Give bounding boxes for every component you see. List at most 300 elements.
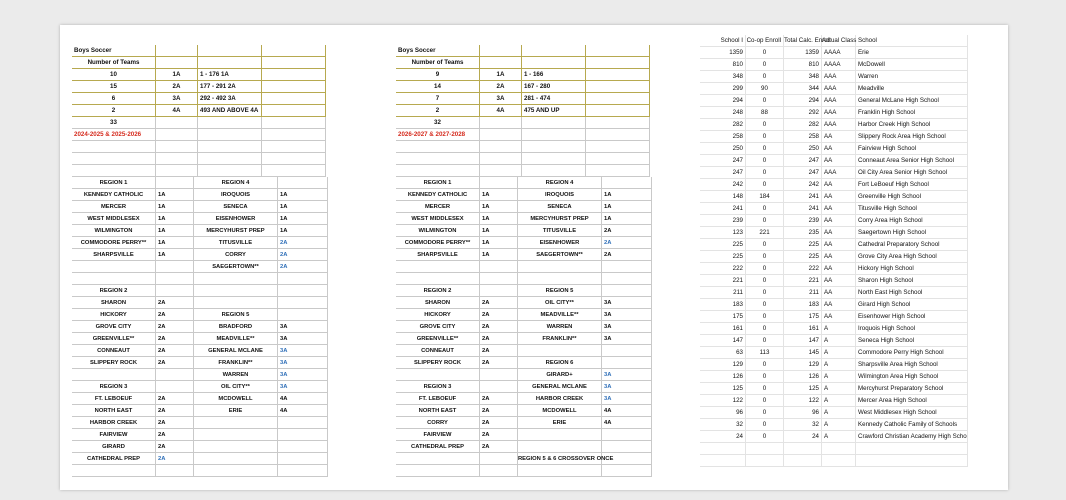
number-cell: 348	[784, 71, 822, 83]
summary-cell: Number of Teams	[72, 57, 156, 69]
summary-cell: 2	[72, 105, 156, 117]
school-name-cell: SHARPSVILLE	[72, 249, 156, 261]
number-cell: 225	[784, 239, 822, 251]
school-name-cell: REGION 3	[396, 381, 480, 393]
class-cell: 1A	[480, 249, 518, 261]
empty-cell	[198, 153, 262, 165]
school-cell: Grove City Area High School	[856, 251, 968, 263]
number-cell: 183	[784, 299, 822, 311]
number-cell: 225	[784, 251, 822, 263]
number-cell: 239	[784, 215, 822, 227]
number-cell: 247	[784, 155, 822, 167]
summary-cell	[156, 117, 198, 129]
empty-cell	[156, 165, 198, 177]
number-cell: 250	[700, 143, 746, 155]
summary-cell: 1A	[480, 69, 522, 81]
summary-cell	[480, 117, 522, 129]
number-cell: 0	[746, 407, 784, 419]
class-cell: 2A	[480, 297, 518, 309]
number-cell: A	[822, 419, 856, 431]
school-name-cell: CORRY	[194, 249, 278, 261]
number-cell: 241	[784, 203, 822, 215]
number-cell: 294	[784, 95, 822, 107]
summary-cell	[198, 117, 262, 129]
school-name-cell: WILMINGTON	[72, 225, 156, 237]
class-cell: 3A	[602, 381, 652, 393]
class-cell: 4A	[278, 393, 328, 405]
class-cell: 4A	[278, 405, 328, 417]
school-cell: Crawford Christian Academy High Scho	[856, 431, 968, 443]
class-cell: 2A	[480, 441, 518, 453]
number-cell: 0	[746, 431, 784, 443]
empty-cell	[746, 455, 784, 467]
empty-cell	[198, 165, 262, 177]
school-name-cell: REGION 5	[518, 285, 602, 297]
class-cell	[156, 261, 194, 273]
number-cell: 247	[700, 155, 746, 167]
empty-cell	[822, 455, 856, 467]
school-name-cell: CATHEDRAL PREP	[72, 453, 156, 465]
class-cell: 4A	[602, 417, 652, 429]
summary-cell	[262, 93, 326, 105]
class-cell: 2A	[602, 249, 652, 261]
empty-cell	[586, 165, 650, 177]
number-cell: 810	[700, 59, 746, 71]
class-cell: 2A	[156, 429, 194, 441]
number-cell: 129	[700, 359, 746, 371]
number-cell: 241	[700, 203, 746, 215]
empty-cell	[262, 153, 326, 165]
class-cell	[156, 273, 194, 285]
number-cell: 24	[700, 431, 746, 443]
class-cell	[480, 273, 518, 285]
school-name-cell: WEST MIDDLESEX	[396, 213, 480, 225]
school-name-cell: HICKORY	[72, 309, 156, 321]
summary-cell	[262, 105, 326, 117]
school-name-cell: OIL CITY**	[518, 297, 602, 309]
class-cell: 1A	[602, 189, 652, 201]
number-cell: 88	[746, 107, 784, 119]
number-cell: 0	[746, 131, 784, 143]
school-name-cell: MERCYHURST PREP	[194, 225, 278, 237]
number-cell: AAA	[822, 95, 856, 107]
number-cell: 221	[784, 275, 822, 287]
number-cell: 122	[700, 395, 746, 407]
school-name-cell: SHARON	[396, 297, 480, 309]
number-cell: AAA	[822, 83, 856, 95]
school-name-cell: KENNEDY CATHOLIC	[72, 189, 156, 201]
number-cell: 125	[700, 383, 746, 395]
class-cell: 1A	[278, 189, 328, 201]
empty-cell	[72, 153, 156, 165]
number-cell: 0	[746, 323, 784, 335]
class-cell: 3A	[602, 369, 652, 381]
school-name-cell: MERCYHURST PREP	[518, 213, 602, 225]
number-cell: AAA	[822, 107, 856, 119]
number-cell: 113	[746, 347, 784, 359]
class-cell: 2A	[278, 237, 328, 249]
class-cell: 1A	[480, 189, 518, 201]
empty-cell	[586, 153, 650, 165]
number-cell: 0	[746, 203, 784, 215]
number-cell: AA	[822, 215, 856, 227]
school-name-cell: SLIPPERY ROCK	[72, 357, 156, 369]
school-name-cell	[518, 261, 602, 273]
school-cell: Cathedral Preparatory School	[856, 239, 968, 251]
number-cell: 211	[784, 287, 822, 299]
number-cell: 129	[784, 359, 822, 371]
summary-cell: 2A	[480, 81, 522, 93]
number-cell: 221	[700, 275, 746, 287]
class-cell: 1A	[480, 201, 518, 213]
number-cell: 282	[700, 119, 746, 131]
school-name-cell: FT. LEBOEUF	[72, 393, 156, 405]
school-name-cell: GREENVILLE**	[72, 333, 156, 345]
class-cell	[602, 273, 652, 285]
school-name-cell: REGION 2	[72, 285, 156, 297]
class-cell	[156, 465, 194, 477]
number-cell: 0	[746, 179, 784, 191]
school-name-cell: CONNEAUT	[72, 345, 156, 357]
class-cell: 1A	[156, 225, 194, 237]
summary-cell	[586, 45, 650, 57]
school-name-cell	[194, 285, 278, 297]
school-cell: General McLane High School	[856, 95, 968, 107]
class-cell: 1A	[602, 201, 652, 213]
school-name-cell: MERCER	[72, 201, 156, 213]
school-cell: Titusville High School	[856, 203, 968, 215]
summary-cell: 4A	[480, 105, 522, 117]
school-cell: Corry Area High School	[856, 215, 968, 227]
class-cell: 2A	[278, 249, 328, 261]
summary-cell	[586, 57, 650, 69]
class-cell: 4A	[602, 405, 652, 417]
class-cell: 2A	[480, 357, 518, 369]
summary-cell: 4A	[156, 105, 198, 117]
summary-cell	[586, 117, 650, 129]
class-cell	[278, 417, 328, 429]
school-name-cell	[518, 429, 602, 441]
number-cell: AAAA	[822, 47, 856, 59]
years-label: 2026-2027 & 2027-2028	[396, 129, 480, 141]
school-name-cell: GREENVILLE**	[396, 333, 480, 345]
empty-cell	[700, 455, 746, 467]
number-cell: 175	[700, 311, 746, 323]
school-cell: Slippery Rock Area High School	[856, 131, 968, 143]
class-cell: 3A	[278, 321, 328, 333]
number-cell: 147	[784, 335, 822, 347]
class-cell: 2A	[602, 237, 652, 249]
school-name-cell: BRADFORD	[194, 321, 278, 333]
class-cell: 3A	[602, 333, 652, 345]
number-cell: 0	[746, 395, 784, 407]
number-cell: AAAA	[822, 59, 856, 71]
school-name-cell: TITUSVILLE	[194, 237, 278, 249]
class-cell	[480, 285, 518, 297]
summary-cell: 1 - 166	[522, 69, 586, 81]
class-cell	[278, 273, 328, 285]
number-cell: 242	[700, 179, 746, 191]
class-cell	[602, 441, 652, 453]
school-name-cell: ERIE	[518, 417, 602, 429]
empty-cell	[198, 129, 262, 141]
class-cell: 2A	[278, 261, 328, 273]
class-cell: 2A	[156, 405, 194, 417]
summary-cell	[156, 45, 198, 57]
class-cell: 3A	[278, 333, 328, 345]
class-cell	[602, 285, 652, 297]
summary-cell	[480, 57, 522, 69]
summary-cell	[522, 45, 586, 57]
class-cell: 1A	[480, 213, 518, 225]
number-cell: 0	[746, 371, 784, 383]
school-name-cell: SENECA	[518, 201, 602, 213]
empty-cell	[522, 165, 586, 177]
class-cell	[480, 177, 518, 189]
class-cell: 2A	[480, 393, 518, 405]
number-cell: 248	[700, 107, 746, 119]
number-cell: 0	[746, 335, 784, 347]
empty-cell	[480, 129, 522, 141]
empty-cell	[72, 141, 156, 153]
number-cell: 235	[784, 227, 822, 239]
summary-cell	[262, 45, 326, 57]
class-cell: 3A	[278, 381, 328, 393]
school-name-cell: HARBOR CREEK	[72, 417, 156, 429]
number-cell: A	[822, 383, 856, 395]
class-cell: 2A	[480, 429, 518, 441]
number-cell: 0	[746, 47, 784, 59]
summary-cell: 10	[72, 69, 156, 81]
number-cell: 184	[746, 191, 784, 203]
empty-cell	[72, 165, 156, 177]
number-cell: 123	[700, 227, 746, 239]
school-name-cell: GROVE CITY	[396, 321, 480, 333]
summary-cell	[586, 81, 650, 93]
school-name-cell	[72, 369, 156, 381]
class-cell: 3A	[602, 297, 652, 309]
number-cell: 0	[746, 167, 784, 179]
enroll-header-cell: Co-op Enroll	[746, 35, 784, 47]
class-cell	[602, 453, 652, 465]
number-cell: AA	[822, 311, 856, 323]
class-cell	[602, 357, 652, 369]
number-cell: 250	[784, 143, 822, 155]
summary-cell	[198, 57, 262, 69]
number-cell: AA	[822, 239, 856, 251]
number-cell: 247	[784, 167, 822, 179]
school-name-cell: WILMINGTON	[396, 225, 480, 237]
number-cell: 0	[746, 299, 784, 311]
summary-cell: 292 - 492 3A	[198, 93, 262, 105]
school-name-cell: REGION 4	[518, 177, 602, 189]
number-cell: 0	[746, 359, 784, 371]
school-name-cell	[518, 345, 602, 357]
class-cell: 2A	[480, 405, 518, 417]
school-cell: Mercer Area High School	[856, 395, 968, 407]
school-name-cell: SAEGERTOWN**	[194, 261, 278, 273]
number-cell: 147	[700, 335, 746, 347]
school-name-cell: HICKORY	[396, 309, 480, 321]
empty-cell	[856, 455, 968, 467]
class-cell: 2A	[156, 417, 194, 429]
class-cell	[156, 285, 194, 297]
school-name-cell: CONNEAUT	[396, 345, 480, 357]
summary-cell: 3A	[156, 93, 198, 105]
number-cell: 175	[784, 311, 822, 323]
number-cell: AA	[822, 131, 856, 143]
school-name-cell: GIRARD	[72, 441, 156, 453]
school-cell: Fairview High School	[856, 143, 968, 155]
enroll-header-cell: School I	[700, 35, 746, 47]
school-cell: Sharon High School	[856, 275, 968, 287]
summary-cell: 1 - 176 1A	[198, 69, 262, 81]
number-cell: AAA	[822, 119, 856, 131]
summary-cell: 167 - 280	[522, 81, 586, 93]
number-cell: 183	[700, 299, 746, 311]
empty-cell	[784, 455, 822, 467]
class-cell: 2A	[156, 297, 194, 309]
school-name-cell: CATHEDRAL PREP	[396, 441, 480, 453]
class-cell	[278, 465, 328, 477]
empty-cell	[746, 443, 784, 455]
class-cell: 2A	[156, 345, 194, 357]
school-name-cell: COMMODORE PERRY**	[396, 237, 480, 249]
number-cell: 222	[700, 263, 746, 275]
class-cell	[602, 345, 652, 357]
class-cell	[480, 369, 518, 381]
school-name-cell: SENECA	[194, 201, 278, 213]
class-cell	[602, 465, 652, 477]
school-name-cell: FT. LEBOEUF	[396, 393, 480, 405]
number-cell: 0	[746, 239, 784, 251]
number-cell: 225	[700, 251, 746, 263]
class-cell: 2A	[156, 393, 194, 405]
number-cell: 294	[700, 95, 746, 107]
class-cell	[156, 177, 194, 189]
number-cell: A	[822, 347, 856, 359]
school-name-cell	[518, 273, 602, 285]
summary-cell	[586, 69, 650, 81]
school-name-cell: MCDOWELL	[194, 393, 278, 405]
number-cell: 0	[746, 383, 784, 395]
school-name-cell: EISENHOWER	[518, 237, 602, 249]
class-cell	[278, 429, 328, 441]
school-name-cell: GENERAL MCLANE	[194, 345, 278, 357]
number-cell: AA	[822, 203, 856, 215]
empty-cell	[198, 141, 262, 153]
school-name-cell: REGION 4	[194, 177, 278, 189]
class-cell: 3A	[602, 309, 652, 321]
number-cell: AA	[822, 263, 856, 275]
school-name-cell: REGION 2	[396, 285, 480, 297]
number-cell: 225	[700, 239, 746, 251]
school-name-cell: EISENHOWER	[194, 213, 278, 225]
empty-cell	[480, 141, 522, 153]
school-cell: Fort LeBoeuf High School	[856, 179, 968, 191]
school-name-cell	[194, 465, 278, 477]
school-cell: Hickory High School	[856, 263, 968, 275]
school-cell: Saegertown High School	[856, 227, 968, 239]
school-cell: Greenville High School	[856, 191, 968, 203]
school-name-cell: FAIRVIEW	[396, 429, 480, 441]
class-cell: 2A	[602, 225, 652, 237]
number-cell: 258	[784, 131, 822, 143]
number-cell: 148	[700, 191, 746, 203]
empty-cell	[586, 141, 650, 153]
empty-cell	[262, 141, 326, 153]
number-cell: 145	[784, 347, 822, 359]
school-name-cell: REGION 5 & 6 CROSSOVER ONCE	[518, 453, 602, 465]
school-name-cell: GROVE CITY	[72, 321, 156, 333]
number-cell: 344	[784, 83, 822, 95]
school-name-cell: COMMODORE PERRY**	[72, 237, 156, 249]
summary-cell: 15	[72, 81, 156, 93]
school-name-cell	[194, 297, 278, 309]
school-name-cell	[396, 465, 480, 477]
summary-cell: 2	[396, 105, 480, 117]
empty-cell	[156, 129, 198, 141]
summary-cell	[262, 57, 326, 69]
summary-cell: 475 AND UP	[522, 105, 586, 117]
class-cell	[156, 381, 194, 393]
enroll-header-cell: School	[856, 35, 968, 47]
number-cell: A	[822, 371, 856, 383]
class-cell: 3A	[278, 369, 328, 381]
school-name-cell: MEADVILLE**	[194, 333, 278, 345]
number-cell: 0	[746, 119, 784, 131]
number-cell: AA	[822, 143, 856, 155]
school-name-cell: WEST MIDDLESEX	[72, 213, 156, 225]
class-cell	[278, 441, 328, 453]
school-name-cell: ERIE	[194, 405, 278, 417]
school-cell: Iroquois High School	[856, 323, 968, 335]
class-cell: 1A	[480, 225, 518, 237]
number-cell: 0	[746, 71, 784, 83]
number-cell: 239	[700, 215, 746, 227]
number-cell: AA	[822, 299, 856, 311]
summary-cell	[156, 57, 198, 69]
school-name-cell: IROQUOIS	[518, 189, 602, 201]
empty-cell	[522, 141, 586, 153]
school-name-cell	[518, 465, 602, 477]
school-cell: Eisenhower High School	[856, 311, 968, 323]
class-cell	[480, 381, 518, 393]
number-cell: AAA	[822, 71, 856, 83]
school-cell: Franklin High School	[856, 107, 968, 119]
number-cell: 292	[784, 107, 822, 119]
number-cell: 247	[700, 167, 746, 179]
school-cell: Harbor Creek High School	[856, 119, 968, 131]
empty-cell	[522, 129, 586, 141]
empty-cell	[522, 153, 586, 165]
class-cell: 3A	[278, 357, 328, 369]
school-name-cell: REGION 5	[194, 309, 278, 321]
summary-cell: Boys Soccer	[72, 45, 156, 57]
school-cell: Seneca High School	[856, 335, 968, 347]
empty-cell	[586, 129, 650, 141]
class-cell: 3A	[602, 393, 652, 405]
number-cell: 222	[784, 263, 822, 275]
empty-cell	[700, 443, 746, 455]
number-cell: 161	[784, 323, 822, 335]
summary-cell: 6	[72, 93, 156, 105]
number-cell: AAA	[822, 167, 856, 179]
empty-cell	[396, 165, 480, 177]
number-cell: 0	[746, 143, 784, 155]
school-name-cell	[72, 273, 156, 285]
class-cell: 2A	[480, 417, 518, 429]
